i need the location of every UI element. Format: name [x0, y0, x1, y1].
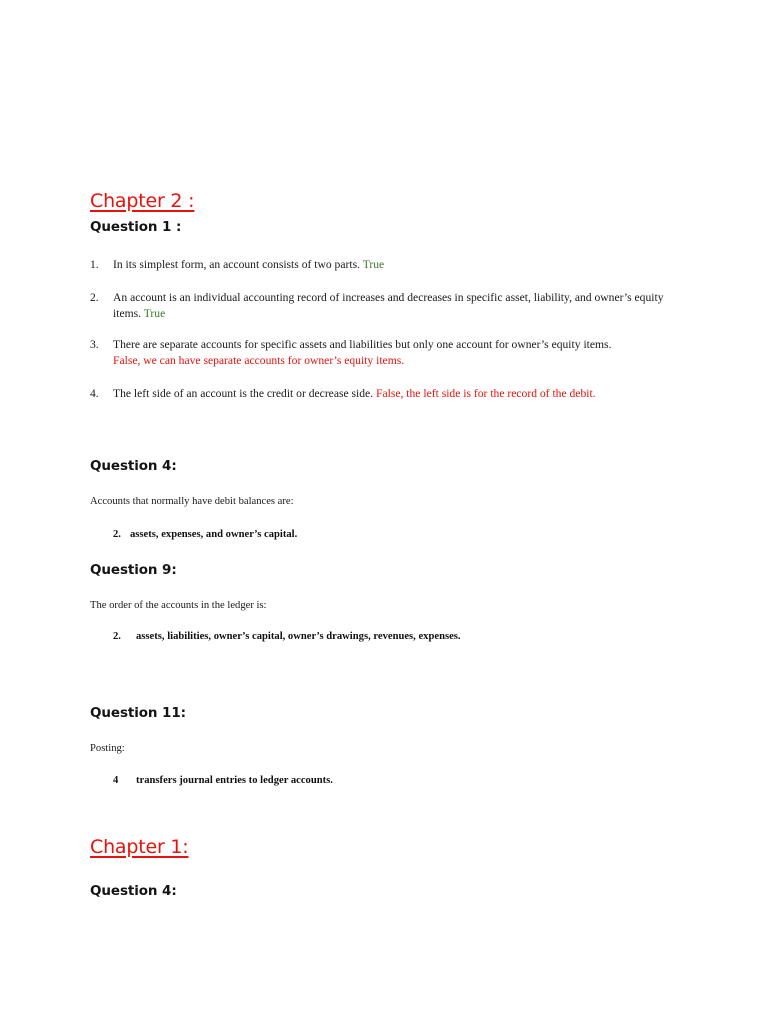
list-item-text: The left side of an account is the credit or decrease side.: [113, 387, 374, 400]
list-item-text: In its simplest form, an account consists of two parts.: [113, 258, 360, 271]
list-item-number: 4.: [90, 387, 99, 400]
list-item-text: There are separate accounts for specific assets and liabilities but only one account for owner’s equity items.: [113, 338, 612, 351]
chapter-1-title: Chapter 1:: [90, 836, 189, 858]
question-9-heading: Question 9:: [90, 562, 177, 578]
question-11-heading: Question 11:: [90, 705, 186, 721]
answer-verdict: True: [143, 307, 166, 320]
answer-text: assets, expenses, and owner’s capital.: [130, 529, 298, 540]
question-4-prompt: Accounts that normally have debit balances are:: [90, 496, 294, 507]
question-4-heading: Question 4:: [90, 458, 177, 474]
answer-number: 2.: [113, 529, 121, 540]
answer-text: assets, liabilities, owner’s capital, owner’s drawings, revenues, expenses.: [136, 631, 461, 642]
answer-verdict: False, the left side is for the record of the debit.: [376, 387, 596, 400]
list-item-text: An account is an individual accounting record of increases and decreases in specific asset, liability, and owner’s equity items.: [113, 291, 664, 320]
list-item: [90, 337, 690, 369]
answer-number: 4: [113, 775, 119, 786]
list-item: [90, 257, 690, 273]
answer-number: 2.: [113, 631, 121, 642]
question-4-answer: [113, 529, 613, 543]
question-9-answer: [113, 631, 613, 645]
list-item: [90, 290, 690, 322]
question-11-answer: [113, 775, 613, 789]
answer-verdict: True: [362, 258, 385, 271]
list-item-number: 1.: [90, 258, 99, 271]
chapter-1-question-4-heading: Question 4:: [90, 883, 177, 899]
list-item-number: 3.: [90, 338, 99, 351]
chapter-2-title: Chapter 2 :: [90, 190, 195, 212]
question-11-prompt: Posting:: [90, 743, 125, 754]
list-item: [90, 386, 690, 402]
list-item-number: 2.: [90, 291, 99, 304]
answer-text: transfers journal entries to ledger accounts.: [136, 775, 333, 786]
question-1-heading: Question 1 :: [90, 219, 182, 235]
question-9-prompt: The order of the accounts in the ledger is:: [90, 600, 267, 611]
answer-verdict: False, we can have separate accounts for owner’s equity items.: [113, 354, 405, 367]
